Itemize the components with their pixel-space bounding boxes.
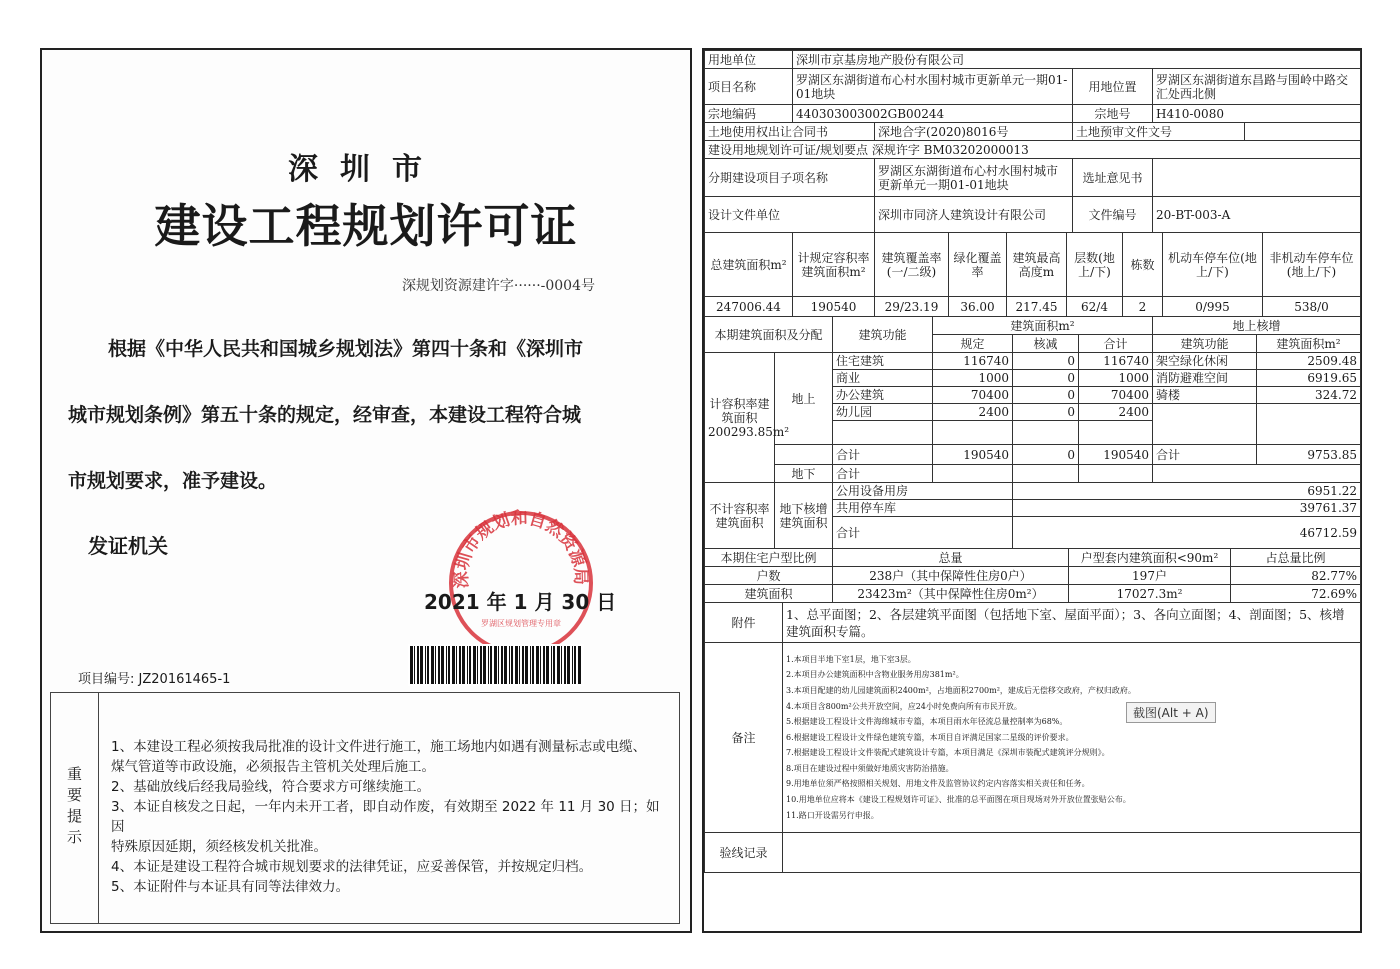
project-number-value: JZ20161465-1 (138, 672, 231, 687)
row-function: 住宅建筑 (833, 353, 933, 370)
barcode-bar (551, 646, 552, 684)
barcode-bar (427, 646, 429, 684)
row-area2: 2509.48 (1257, 353, 1361, 370)
file-no-label: 文件编号 (1073, 197, 1153, 233)
barcode-bar (435, 646, 436, 684)
inspection-label: 验线记录 (705, 833, 783, 873)
screenshot-tooltip: 截图(Alt + A) (1126, 702, 1216, 723)
permit-cover-page (40, 48, 692, 933)
above-ground-label: 地上 (775, 353, 833, 445)
barcode-bar (431, 646, 434, 684)
notice-line: 3、本证自核发之日起，一年内未开工者，即自动作废，有效期至 2022 年 11 月 30 日；如因 (111, 799, 660, 835)
notice-line: 4、本证是建设工程符合城市规划要求的法律凭证，应妥善保管，并按规定归档。 (111, 859, 593, 875)
units-ratio: 82.77% (1231, 567, 1361, 585)
metric-header: 总建筑面积m² (705, 233, 793, 297)
reduced-header: 核减 (1013, 335, 1079, 353)
barcode-bar (557, 646, 560, 684)
permit-detail-page (702, 48, 1362, 933)
row-total: 2400 (1079, 404, 1153, 421)
below-extra (1153, 465, 1361, 483)
barcode-bar (578, 646, 581, 684)
pre-review-label: 土地预审文件文号 (1073, 123, 1245, 141)
below-sum-label: 合计 (833, 465, 933, 483)
housing-small-header: 户型套内建筑面积<90m² (1069, 549, 1231, 567)
parcel-code-label: 宗地编码 (705, 105, 793, 123)
row-planned: 2400 (933, 404, 1013, 421)
below-reduced (1013, 465, 1079, 483)
below-total (1079, 465, 1153, 483)
phase-label: 分期建设项目子项名称 (705, 159, 875, 197)
important-notice-box (50, 692, 680, 924)
parcel-no-label: 宗地号 (1073, 105, 1153, 123)
barcode-bar (553, 646, 555, 684)
land-location-value: 罗湖区东湖街道东昌路与围岭中路交汇处西北侧 (1153, 69, 1361, 105)
area2-header: 建筑面积m² (1257, 335, 1361, 353)
notice-line: 特殊原因延期，须经核发机关批准。 (111, 839, 327, 855)
barcode-bar (488, 646, 489, 684)
barcode-bar (532, 646, 534, 684)
row-function: 办公建筑 (833, 387, 933, 404)
row-total: 1000 (1079, 370, 1153, 387)
barcode-bar (561, 646, 562, 684)
planned-header: 规定 (933, 335, 1013, 353)
barcode-bar (410, 646, 413, 684)
site-opinion-value (1153, 159, 1361, 197)
barcode-bar (483, 646, 486, 684)
nonfar-function: 共用停车库 (833, 500, 1013, 517)
issuing-authority: 发证机关 (88, 534, 168, 558)
metric-header: 绿化覆盖率 (949, 233, 1007, 297)
seal-subtext: 罗湖区规划管理专用章 (481, 619, 561, 628)
barcode-bar (515, 646, 518, 684)
row-function2 (1153, 404, 1257, 445)
row-total (1079, 421, 1153, 445)
attachments-remarks-table (704, 602, 1361, 873)
notice-line: 2、基础放线后经我局验线，符合要求方可继续施工。 (111, 779, 431, 795)
barcode-bar (462, 646, 465, 684)
metric-value: 217.45 (1007, 297, 1067, 317)
metric-value: 36.00 (949, 297, 1007, 317)
sum-area2: 9753.85 (1257, 445, 1361, 465)
barcode-bar (456, 646, 457, 684)
phase-value: 罗湖区东湖街道布心村水围村城市更新单元一期01-01地块 (875, 159, 1073, 197)
remarks-list (783, 643, 1361, 833)
project-name-value: 罗湖区东湖街道布心村水围村城市更新单元一期01-01地块 (793, 69, 1073, 105)
row-total: 116740 (1079, 353, 1153, 370)
barcode-bar (425, 646, 426, 684)
row-function2: 架空绿化休闲 (1153, 353, 1257, 370)
row-area2: 324.72 (1257, 387, 1361, 404)
notice-line: 煤气管道等市政设施，必须报告主管机关处理后施工。 (111, 759, 435, 775)
metric-header: 建筑最高高度m (1007, 233, 1067, 297)
barcode-icon (408, 644, 584, 686)
nonfar-area: 39761.37 (1013, 500, 1361, 517)
barcode-bar (448, 646, 450, 684)
remark-line: 4.本项目含800m²公共开放空间，应24小时免费向所有市民开放。 (786, 701, 1022, 711)
remark-line: 8.项目在建设过程中须做好地质灾害防治措施。 (786, 763, 954, 773)
design-unit-value: 深圳市同济人建筑设计有限公司 (875, 197, 1073, 233)
sum-planned: 190540 (933, 445, 1013, 465)
units-label: 户数 (705, 567, 833, 585)
row-reduced: 0 (1013, 353, 1079, 370)
row-planned (933, 421, 1013, 445)
row-function2: 消防避难空间 (1153, 370, 1257, 387)
metric-value: 0/995 (1163, 297, 1263, 317)
function2-header: 建筑功能 (1153, 335, 1257, 353)
barcode-bar (477, 646, 478, 684)
notice-line: 1、本建设工程必须按我局批准的设计文件进行施工，施工场地内如遇有测量标志或电缆、 (111, 739, 647, 755)
body-line-3: 市规划要求，准予建设。 (68, 470, 278, 492)
housing-ratio-table (704, 548, 1361, 603)
metric-header: 栋数 (1123, 233, 1163, 297)
remark-line: 5.根据建设工程设计文件海绵城市专篇，本项目雨水年径流总量控制率为68%。 (786, 717, 1068, 727)
remark-line: 9.用地单位须严格按照相关规划、用地文件及监管协议约定内容落实相关责任和任务。 (786, 779, 1090, 789)
row-reduced: 0 (1013, 387, 1079, 404)
sum-spacer (775, 445, 833, 465)
body-line-1: 根据《中华人民共和国城乡规划法》第四十条和《深圳市 (108, 338, 584, 360)
project-name-label: 项目名称 (705, 69, 793, 105)
remark-line: 7.根据建设工程设计文件装配式建筑设计专篇，本项目满足《深圳市装配式建筑评分规则》。 (786, 748, 1110, 758)
row-planned: 70400 (933, 387, 1013, 404)
nonfar-sum: 46712.59 (1013, 517, 1361, 549)
ground-verify-header: 地上核增 (1153, 317, 1361, 335)
row-reduced: 0 (1013, 404, 1079, 421)
remarks-label: 备注 (705, 643, 783, 833)
below-planned (933, 465, 1013, 483)
row-area2: 6919.65 (1257, 370, 1361, 387)
notice-label: 重要提示 (51, 693, 99, 923)
barcode-bar (438, 646, 440, 684)
pre-review-value (1245, 123, 1361, 141)
remark-line: 10.用地单位应将本《建设工程规划许可证》、批准的总平面图在项目现场对外开放位置张贴公布。 (786, 795, 1131, 805)
metric-header: 建筑覆盖率(一/二级) (875, 233, 949, 297)
barcode-bar (540, 646, 541, 684)
barcode-bar (441, 646, 444, 684)
barcode-bar (546, 646, 549, 684)
nonfar-sum-label: 合计 (833, 517, 1013, 549)
far-area-label: 计容积率建筑面积200293.85m² (705, 353, 775, 483)
remark-line: 3.本项目配建的幼儿园建筑面积2400m²，占地面积2700m²，建成后无偿移交政府，产权归政府。 (786, 685, 1136, 695)
sum-reduced: 0 (1013, 445, 1079, 465)
barcode-bar (446, 646, 447, 684)
sum-total: 190540 (1079, 445, 1153, 465)
below-ground-label: 地下 (775, 465, 833, 483)
metric-header: 非机动车停车位(地上/下) (1263, 233, 1361, 297)
metric-value: 247006.44 (705, 297, 793, 317)
row-function (833, 421, 933, 445)
row-planned: 1000 (933, 370, 1013, 387)
land-unit-label: 用地单位 (705, 51, 793, 69)
remark-line: 2.本项目办公建筑面积中含物业服务用房381m²。 (786, 670, 964, 680)
land-location-label: 用地位置 (1073, 69, 1153, 105)
notice-list (111, 737, 671, 897)
housing-total-header: 总量 (833, 549, 1069, 567)
metric-header: 计规定容积率建筑面积m² (793, 233, 875, 297)
barcode-bar (525, 646, 528, 684)
design-unit-label: 设计文件单位 (705, 197, 875, 233)
barcode-bar (536, 646, 539, 684)
contract-label: 土地使用权出让合同书 (705, 123, 875, 141)
row-total: 70400 (1079, 387, 1153, 404)
barcode-bar (498, 646, 499, 684)
project-number (78, 668, 230, 687)
barcode-bar (473, 646, 476, 684)
file-no-value: 20-BT-003-A (1153, 197, 1361, 233)
barcode-bar (519, 646, 520, 684)
svg-text:深圳市规划和自然资源局 (451, 508, 590, 589)
metric-value: 2 (1123, 297, 1163, 317)
barcode-bar (501, 646, 503, 684)
permit-body-text (68, 316, 668, 514)
row-area2 (1257, 404, 1361, 445)
units-small: 197户 (1069, 567, 1231, 585)
barcode-bar (543, 646, 545, 684)
inspection-value (783, 833, 1361, 873)
row-planned: 116740 (933, 353, 1013, 370)
parcel-no-value: H410-0080 (1153, 105, 1361, 123)
sum-label: 合计 (833, 445, 933, 465)
notice-line: 5、本证附件与本证具有同等法律效力。 (111, 879, 350, 895)
barcode-bar (420, 646, 423, 684)
barcode-bar (522, 646, 524, 684)
barcode-bar (511, 646, 513, 684)
metric-header: 机动车停车位(地上/下) (1163, 233, 1263, 297)
project-info-table (704, 50, 1361, 233)
city-heading: 深圳市 (288, 152, 444, 187)
row-reduced: 0 (1013, 370, 1079, 387)
metric-header: 层数(地上/下) (1067, 233, 1123, 297)
area-total: 23423m²（其中保障性住房0m²） (833, 585, 1069, 603)
barcode-bar (490, 646, 492, 684)
planning-permit-line: 建设用地规划许可证/规划要点 深规许字 BM03202000013 (705, 141, 1361, 159)
site-opinion-label: 选址意见书 (1073, 159, 1153, 197)
nonfar-sub-label: 地下核增建筑面积 (775, 483, 833, 549)
attachments-label: 附件 (705, 603, 783, 643)
metric-value: 190540 (793, 297, 875, 317)
remark-line: 6.根据建设工程设计文件绿色建筑专篇，本项目自评满足国家二星级的评价要求。 (786, 732, 1074, 742)
area-small: 17027.3m² (1069, 585, 1231, 603)
barcode-bar (564, 646, 566, 684)
metric-value: 62/4 (1067, 297, 1123, 317)
barcode-bar (452, 646, 455, 684)
barcode-bar (572, 646, 573, 684)
barcode-bar (414, 646, 415, 684)
area-ratio: 72.69% (1231, 585, 1361, 603)
area-header: 本期建筑面积及分配 (705, 317, 833, 353)
barcode-bar (459, 646, 461, 684)
barcode-bar (574, 646, 576, 684)
housing-header: 本期住宅户型比例 (705, 549, 833, 567)
barcode-bar (530, 646, 531, 684)
issue-date: 2021 年 1 月 30 日 (424, 590, 617, 614)
barcode-bar (567, 646, 570, 684)
parcel-code-value: 440303003002GB00244 (793, 105, 1073, 123)
barcode-bar (417, 646, 419, 684)
row-reduced (1013, 421, 1079, 445)
permit-title: 建设工程规划许可证 (154, 199, 578, 253)
seal-text: 深圳市规划和自然资源局 (451, 508, 591, 589)
barcode-bar (504, 646, 507, 684)
contract-value: 深地合字(2020)8016号 (875, 123, 1073, 141)
nonfar-area: 6951.22 (1013, 483, 1361, 500)
land-unit-value: 深圳市京基房地产股份有限公司 (793, 51, 1361, 69)
remark-line: 11.路口开设需另行申报。 (786, 810, 879, 820)
metric-value: 29/23.19 (875, 297, 949, 317)
total-header: 合计 (1079, 335, 1153, 353)
area-distribution-table (704, 316, 1361, 549)
function-header: 建筑功能 (833, 317, 933, 353)
barcode-bar (469, 646, 471, 684)
barcode-bar (467, 646, 468, 684)
barcode-bar (480, 646, 482, 684)
body-line-2: 城市规划条例》第五十条的规定，经审查，本建设工程符合城 (68, 404, 582, 426)
row-function: 幼儿园 (833, 404, 933, 421)
row-function2: 骑楼 (1153, 387, 1257, 404)
row-function: 商业 (833, 370, 933, 387)
metrics-table (704, 232, 1361, 317)
sum-function2: 合计 (1153, 445, 1257, 465)
area-label: 建筑面积 (705, 585, 833, 603)
nonfar-label: 不计容积率建筑面积 (705, 483, 775, 549)
area-m2-header: 建筑面积m² (933, 317, 1153, 335)
housing-ratio-header: 占总量比例 (1231, 549, 1361, 567)
barcode-bar (494, 646, 497, 684)
metric-value: 538/0 (1263, 297, 1361, 317)
project-number-label: 项目编号: (78, 672, 135, 687)
remark-line: 1.本项目半地下室1层，地下室3层。 (786, 654, 916, 664)
barcode-bar (509, 646, 510, 684)
official-seal-icon (446, 508, 596, 658)
doc-number: 深规划资源建许字······-0004号 (401, 278, 595, 294)
attachments-text: 1、总平面图；2、各层建筑平面图（包括地下室、屋面平面）；3、各向立面图；4、剖面图；5、核增建筑面积专篇。 (783, 603, 1361, 643)
units-total: 238户（其中保障性住房0户） (833, 567, 1069, 585)
nonfar-function: 公用设备用房 (833, 483, 1013, 500)
